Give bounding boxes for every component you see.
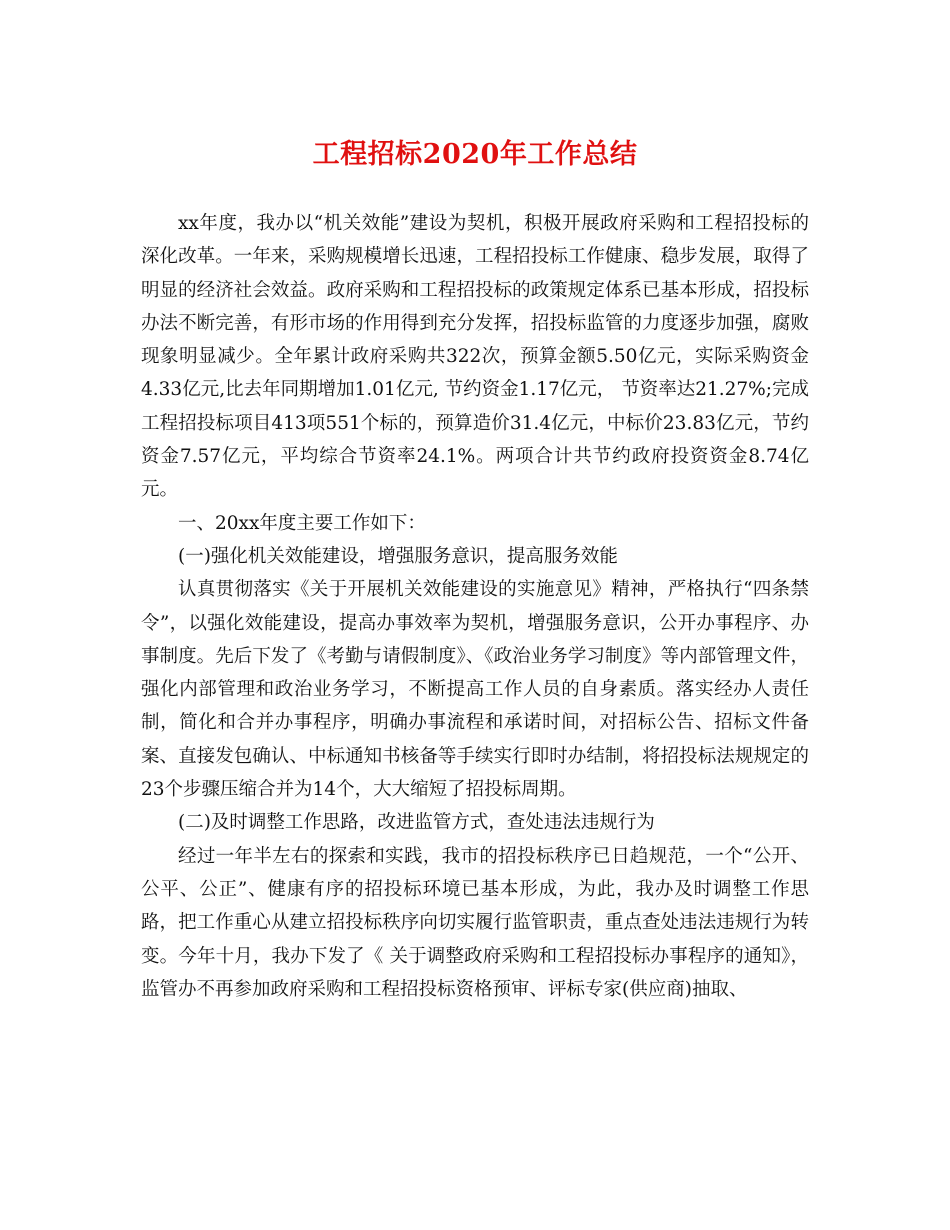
section-heading-main-work: 一、20xx年度主要工作如下： [178, 512, 426, 534]
subsection-heading-2: (二)及时调整工作思路，改进监管方式，查处违法违规行为 [178, 812, 655, 834]
paragraph-supervision: 经过一年半左右的探索和实践，我市的招投标秩序已日趋规范，一个“公开、公平、公正”、健康有序的招投标环境已基本形成，为此，我办及时调整工作思路，把工作重心从建立招投标秩序向切实履行监管职责，重点查处违法违规行为转变。今年十月，我办下发了《 关于调整政府采购和工程招投标办事程序的通知》，监管办不再参加政府采购和工程招投标资格预审、评标专家(供应商)抽取、 [141, 845, 809, 1000]
subsection-heading-1: (一)强化机关效能建设，增强服务意识，提高服务效能 [178, 545, 618, 567]
paragraph-summary: xx年度，我办以“机关效能”建设为契机，积极开展政府采购和工程招投标的深化改革。一年来，采购规模增长迅速，工程招投标工作健康、稳步发展，取得了明显的经济社会效益。政府采购和工程招投标的政策规定体系已基本形成，招投标办法不断完善，有形市场的作用得到充分发挥，招投标监管的力度逐步加强，腐败现象明显减少。全年累计政府采购共322次，预算金额5.50亿元，实际采购资金4.33亿元,比去年同期增加1.01亿元, 节约资金1.17亿元， 节资率达21.27%;完成工程招投标项目413项551个标的，预算造价31.4亿元，中标价23.83亿元，节约资金7.57亿元，平均综合节资率24.1%。两项合计共节约政府投资资金8.74亿元。 [141, 213, 809, 501]
paragraph-efficiency: 认真贯彻落实《关于开展机关效能建设的实施意见》精神，严格执行“四条禁令”，以强化效能建设，提高办事效率为契机，增强服务意识，公开办事程序、办事制度。先后下发了《考勤与请假制度》、《政治业务学习制度》等内部管理文件，强化内部管理和政治业务学习，不断提高工作人员的自身素质。落实经办人责任制，简化和合并办事程序，明确办事流程和承诺时间，对招标公告、招标文件备案、直接发包确认、中标通知书核备等手续实行即时办结制，将招投标法规规定的23个步骤压缩合并为14个，大大缩短了招投标周期。 [141, 579, 809, 801]
document-body [141, 207, 809, 1006]
document-title: 工程招标2020年工作总结 [312, 139, 638, 170]
